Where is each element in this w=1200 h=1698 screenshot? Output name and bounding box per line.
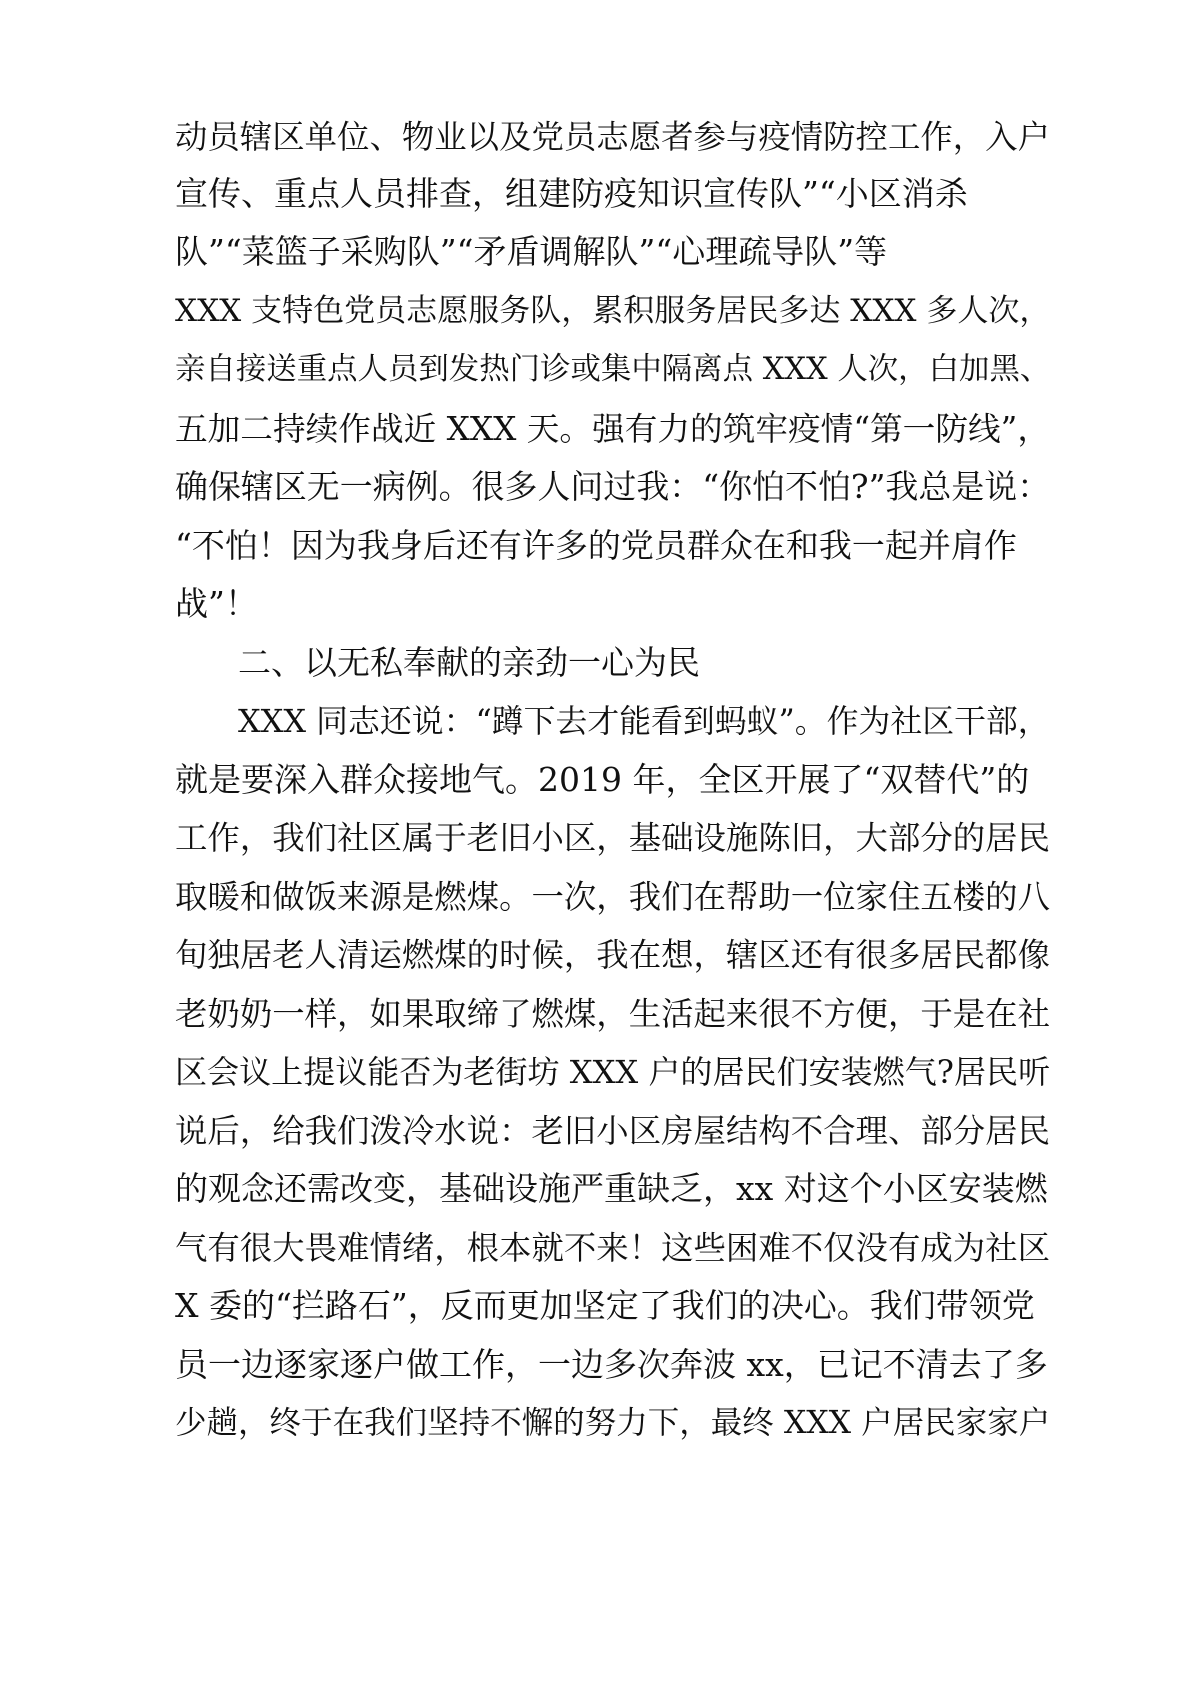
text-line: 五加二持续作战近 XXX 天。强有力的筑牢疫情“第一防线”， — [175, 410, 1050, 448]
text-line: 旬独居老人清运燃煤的时候，我在想，辖区还有很多居民都像 — [175, 936, 1050, 974]
text-line: 区会议上提议能否为老街坊 XXX 户的居民们安装燃气?居民听 — [175, 1053, 1051, 1091]
text-line: 老奶奶一样，如果取缔了燃煤，生活起来很不方便，于是在社 — [175, 995, 1050, 1033]
text-line: 确保辖区无一病例。很多人问过我：“你怕不怕?”我总是说： — [175, 467, 1051, 506]
text-line: 取暖和做饭来源是燃煤。一次，我们在帮助一位家住五楼的八 — [175, 878, 1050, 916]
text-line: 员一边逐家逐户做工作，一边多次奔波 xx，已记不清去了多 — [175, 1345, 1048, 1384]
text-line: 的观念还需改变，基础设施严重缺乏，xx 对这个小区安装燃 — [175, 1169, 1048, 1208]
text-line: 动员辖区单位、物业以及党员志愿者参与疫情防控工作，入户 — [175, 118, 1050, 156]
text-line: “不怕！因为我身后还有许多的党员群众在和我一起并肩作 — [175, 526, 1017, 565]
text-line: 说后，给我们泼冷水说：老旧小区房屋结构不合理、部分居民 — [175, 1112, 1050, 1150]
text-line: XXX 支特色党员志愿服务队，累积服务居民多达 XXX 多人次， — [175, 293, 1051, 329]
text-line: X 委的“拦路石”，反而更加坚定了我们的决心。我们带领党 — [175, 1286, 1035, 1325]
text-line: 宣传、重点人员排查，组建防疫知识宣传队”“小区消杀 — [175, 174, 968, 213]
text-line: XXX 同志还说：“蹲下去才能看到蚂蚁”。作为社区干部， — [238, 702, 1050, 740]
text-line: 就是要深入群众接地气。2019 年，全区开展了“双替代”的 — [175, 760, 1030, 799]
text-line: 亲自接送重点人员到发热门诊或集中隔离点 XXX 人次，白加黑、 — [175, 352, 1051, 387]
text-line: 气有很大畏难情绪，根本就不来！这些困难不仅没有成为社区 — [175, 1229, 1050, 1267]
text-line: 队”“菜篮子采购队”“矛盾调解队”“心理疏导队”等 — [175, 232, 888, 271]
section-heading: 二、以无私奉献的亲劲一心为民 — [238, 643, 700, 682]
text-line: 少趟，终于在我们坚持不懈的努力下，最终 XXX 户居民家家户 — [175, 1405, 1051, 1441]
text-line: 工作，我们社区属于老旧小区，基础设施陈旧，大部分的居民 — [175, 819, 1050, 857]
text-line: 战”！ — [175, 584, 258, 623]
